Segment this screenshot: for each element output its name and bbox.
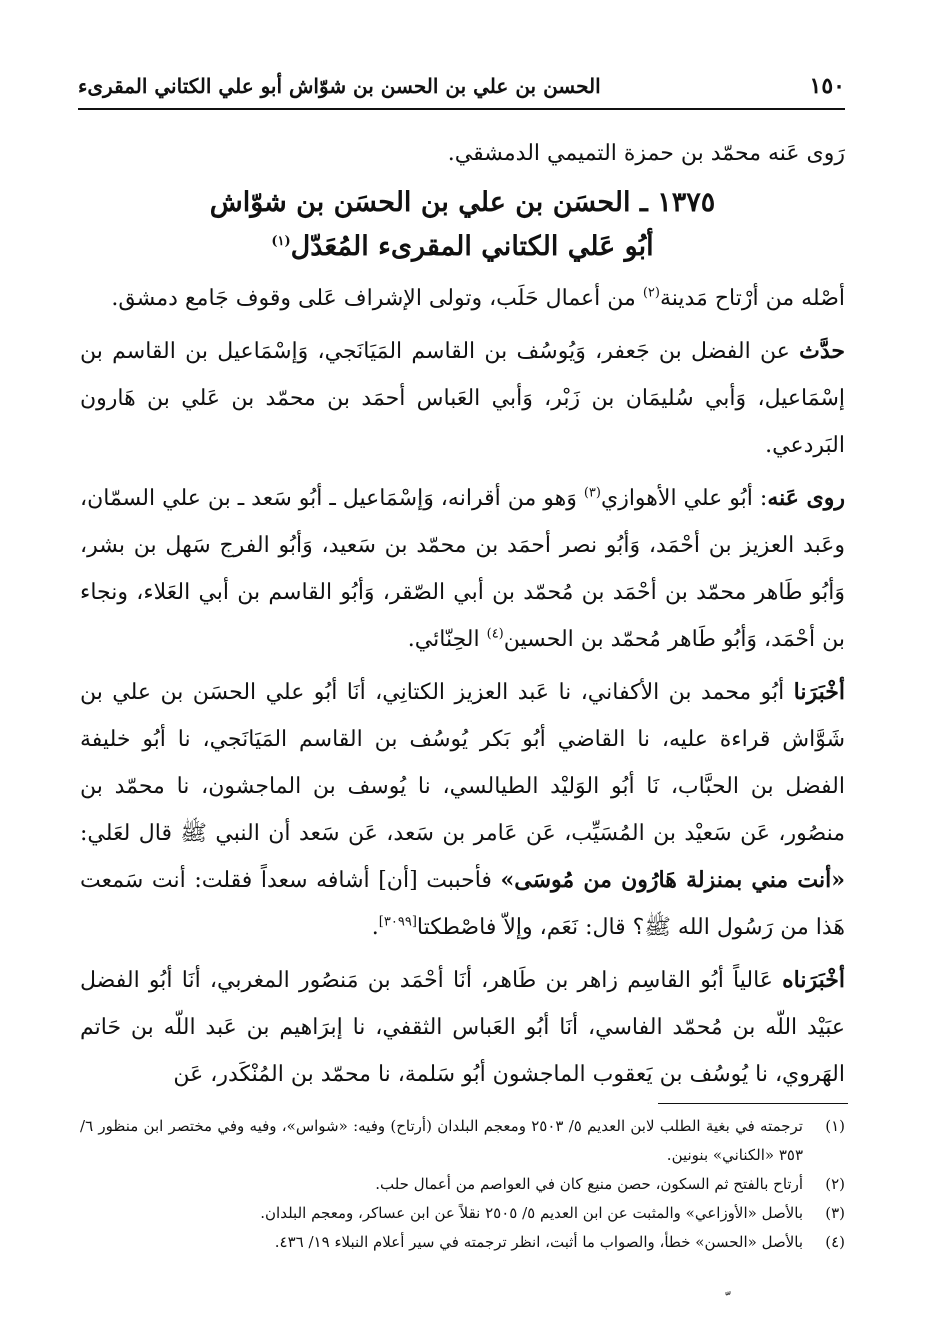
paragraph-hadith-1 [80,669,845,951]
lead-word-akhbarana: أخْبَرَنا [793,679,845,705]
footnote-item [80,1112,845,1170]
lead-word-haddath: حدَّث [799,338,845,364]
lead-word-rawa: روى عَنه [767,485,846,511]
paragraph-narrators [80,475,845,663]
paragraph-hadith-2 [80,957,845,1098]
footnote-ref-4: (٤) [486,626,504,642]
footnotes [80,1112,845,1257]
entry-title-line-1: ١٣٧٥ ـ الحسَن بن علي بن الحسَن بن شوّاش [209,187,716,218]
lead-word-akhbaranah: أخْبَرَناه [782,967,845,993]
footnote-ref-1: (١) [271,234,291,249]
paragraph-origin [80,275,845,322]
hadith-2-text: عَالياً أبُو القاسِم زاهر بن طَاهر، أنَا أحْمَد بن مَنصُور المغربي، أنَا أبُو الفضل عبَيْد اللّه بن مُحمّد الفاسي، أنَا أبُو العَباس الثقفي، نا إبرَاهيم بن عَبد اللّه بن حَاتم الهَروي، نا يُوسُف بن يَعقوب الماجشون أبُو سَلمة، نا محمّد بن المُنْكَدر، عَن [80,968,845,1087]
footnote-ref-3: (٣) [583,485,601,501]
header-rule [78,108,845,110]
footnote-item [80,1170,845,1199]
page-number: ١٥٠ [809,73,845,99]
entry-title-text: أبُو عَلي الكتاني المقرىء المُعَدّل [290,231,654,262]
footnote-rule [658,1103,848,1104]
footnote-number: (١) [825,1117,845,1135]
footnote-item [80,1199,845,1228]
narrated-text: عن الفضل بن جَعفر، وَيُوسُف بن القاسم المَيَانَجي، وَإسْمَاعيل بن القاسم بن إسْمَاعيل، وَأبي سُليمَان بن زَبْر، وَأبي العَباس أحمَد بن محمّد بن عَلي بن هَارون البَردعي. [80,339,845,458]
footnote-text: بالأصل «الأوزاعي» والمثبت عن ابن العديم ٥/ ٢٥٠٥ نقلاً عن ابن عساكر، ومعجم البلدان. [260,1204,803,1222]
hadith-ref-number: [٣٠٩٩] [378,914,417,930]
page-header [78,64,845,108]
main-text [80,130,845,1098]
running-title: الحسن بن علي بن الحسن بن شوّاش أبو علي الكتاني المقرىء [78,74,601,98]
footnote-number: (٣) [825,1204,845,1222]
hadith-text-b: فأحببت [أن] أشافه سعداً فقلت: أنت سَمعت هَذا من رَسُول الله ﷺ؟ قال: نَعَم، وإلاّ فاصْطكتا [80,868,845,940]
narrators-text-a: : أبُو علي الأهوازي [600,486,768,511]
footnote-item [80,1228,845,1257]
origin-text-b: من أعمال حَلَب، وتولى الإشراف عَلى وقوف جَامع دمشق. [111,286,643,311]
narrators-text-b: وَهو من أقرانه، وَإسْمَاعيل ـ أبُو سَعد ـ بن علي السمّان، وعَبد العزيز بن أحْمَد، وَأبُو نصر أحمَد بن محمّد بن سَعيد، وَأبُو الفرج سَهل بن بشر، وَأبُو طَاهر محمّد بن أحْمَد بن مُحمّد بن أبي الصّقر، وَأبُو القاسم بن أبي العَلاء، ونجاء بن أحْمَد، وَأبُو طَاهر مُحمّد بن الحسين [80,486,845,652]
hadith-isnad: أبُو محمد بن الأكفاني، نا عَبد العزيز الكتانِي، أنَا أبُو علي الحسَن بن علي بن شَوَّاش قراءة عليه، نا القاضي أبُو بَكر يُوسُف بن القاسم المَيَانَجي، نا أبُو خليفة الفضل بن الحبَّاب، نَا أبُو الوَليْد الطيالسي، نا يُوسف بن الماجشون، نا محمّد بن منصُور، عَن سَعيْد بن المُسَيِّب، عَن عَامر بن سَعد، عَن سَعد أن النبي ﷺ قال لعَلي: [80,680,845,846]
hadith-text-c: . [371,915,379,940]
footnote-text: بالأصل «الحسن» خطأ، والصواب ما أثبت، انظر ترجمته في سير أعلام النبلاء ١٩/ ٤٣٦. [274,1233,803,1251]
origin-text-a: أصْله من أرْتاح مَدينة [659,286,845,311]
footnote-ref-2: (٢) [642,285,660,301]
narrators-text-c: الحِنّائي. [407,627,487,652]
footnote-number: (٢) [825,1175,845,1193]
footnote-text: ترجمته في بغية الطلب لابن العديم ٥/ ٢٥٠٣ ومعجم البلدان (أرتاح) وفيه: «شواس»، وفيه وفي مختصر ابن منظور ٦/ ٣٥٣ «الكناني» بنونين. [80,1117,803,1164]
paragraph-narrated [80,328,845,469]
hadith-quote: «أنت مني بمنزلة هَارُون من مُوسَى» [500,867,845,893]
entry-title-line-2 [80,225,845,269]
intro-line: رَوى عَنه محمّد بن حمزة التميمي الدمشقي. [447,141,845,166]
footnote-text: أرتاح بالفتح ثم السكون، حصن منيع كان في العواصم من أعمال حلب. [375,1175,803,1193]
footnote-number: (٤) [825,1233,845,1251]
